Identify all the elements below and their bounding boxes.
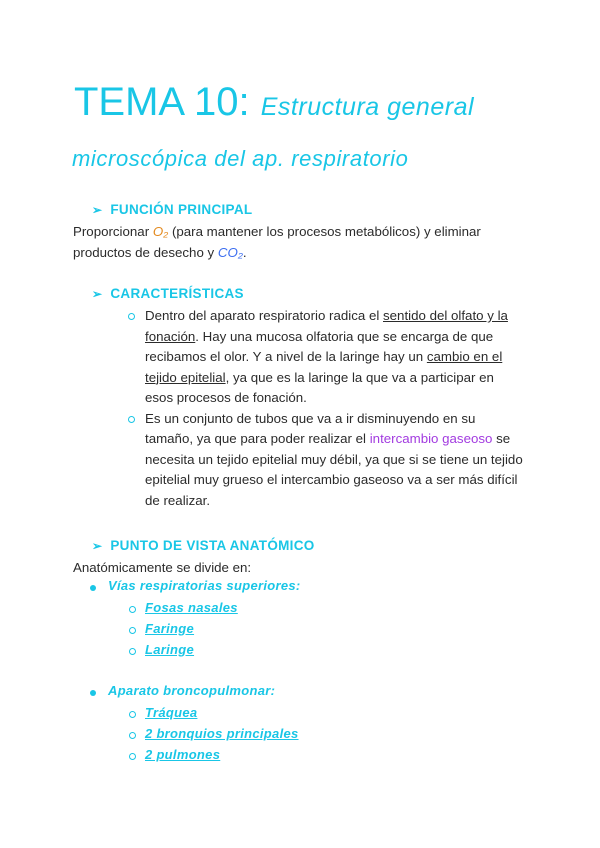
circle-bullet-icon xyxy=(129,627,136,634)
underlined-text: sentido del olfato y la fonación xyxy=(145,308,508,344)
arrow-icon: ➢ xyxy=(92,287,103,301)
list-item: Faringe xyxy=(145,621,195,636)
list-item: Fosas nasales xyxy=(145,600,238,615)
paragraph-funcion xyxy=(73,221,533,263)
circle-bullet-icon xyxy=(129,648,136,655)
text: , ya que es la laringe la que va a participar en esos procesos de fonación. xyxy=(145,369,494,405)
section-heading-label: CARACTERÍSTICAS xyxy=(110,286,244,301)
list-item: 2 pulmones xyxy=(145,747,221,762)
paragraph-anatomico-intro: Anatómicamente se divide en: xyxy=(73,560,252,575)
list-item: Laringe xyxy=(145,642,195,657)
dot-bullet-icon xyxy=(90,690,96,696)
section-heading-anatomico xyxy=(92,538,315,553)
text: Dentro del aparato respiratorio radica el xyxy=(145,308,383,323)
arrow-icon: ➢ xyxy=(92,539,103,553)
title-main: TEMA 10: xyxy=(74,80,250,124)
section-heading-caracteristicas xyxy=(92,286,244,301)
section-heading-label: FUNCIÓN PRINCIPAL xyxy=(110,202,253,217)
text: Proporcionar xyxy=(73,224,153,239)
text: productos de desecho y xyxy=(73,245,218,260)
page-title-line2: microscópica del ap. respiratorio xyxy=(72,146,409,171)
text: se necesita un tejido epitelial muy débil, ya que si se tiene un tejido epitelial muy grueso el intercambio gaseoso va a ser más difícil de realizar. xyxy=(145,431,523,508)
list-item xyxy=(128,306,523,409)
caracteristicas-list xyxy=(128,306,523,511)
page-title xyxy=(74,78,474,131)
circle-bullet-icon xyxy=(129,753,136,760)
circle-bullet-icon xyxy=(128,313,135,320)
section-heading-label: PUNTO DE VISTA ANATÓMICO xyxy=(110,538,315,553)
circle-bullet-icon xyxy=(129,711,136,718)
text: . Hay una mucosa olfatoria que se encarga de que recibamos el olor. Y a nivel de la laringe hay un xyxy=(145,328,494,364)
title-sub: Estructura general xyxy=(260,93,475,121)
circle-bullet-icon xyxy=(129,606,136,613)
text: . xyxy=(242,245,247,260)
dot-bullet-icon xyxy=(90,585,96,591)
list-item xyxy=(128,409,523,512)
o2-formula: O₂ xyxy=(152,224,169,239)
list-item: 2 bronquios principales xyxy=(145,726,299,741)
circle-bullet-icon xyxy=(128,416,135,423)
group-heading: Vías respiratorias superiores: xyxy=(108,578,301,593)
list-item: Tráquea xyxy=(145,705,198,720)
co2-formula: CO₂ xyxy=(217,245,243,260)
highlighted-text: intercambio gaseoso xyxy=(369,431,493,446)
circle-bullet-icon xyxy=(129,732,136,739)
section-heading-funcion xyxy=(92,202,252,217)
arrow-icon: ➢ xyxy=(92,203,103,217)
text: Es un conjunto de tubos que va a ir disminuyendo en su tamaño, ya que para poder realizar el xyxy=(145,410,476,446)
text: (para mantener los procesos metabólicos) y eliminar xyxy=(168,224,481,239)
underlined-text: cambio en el tejido epitelial xyxy=(145,349,503,385)
group-heading: Aparato broncopulmonar: xyxy=(108,683,276,698)
